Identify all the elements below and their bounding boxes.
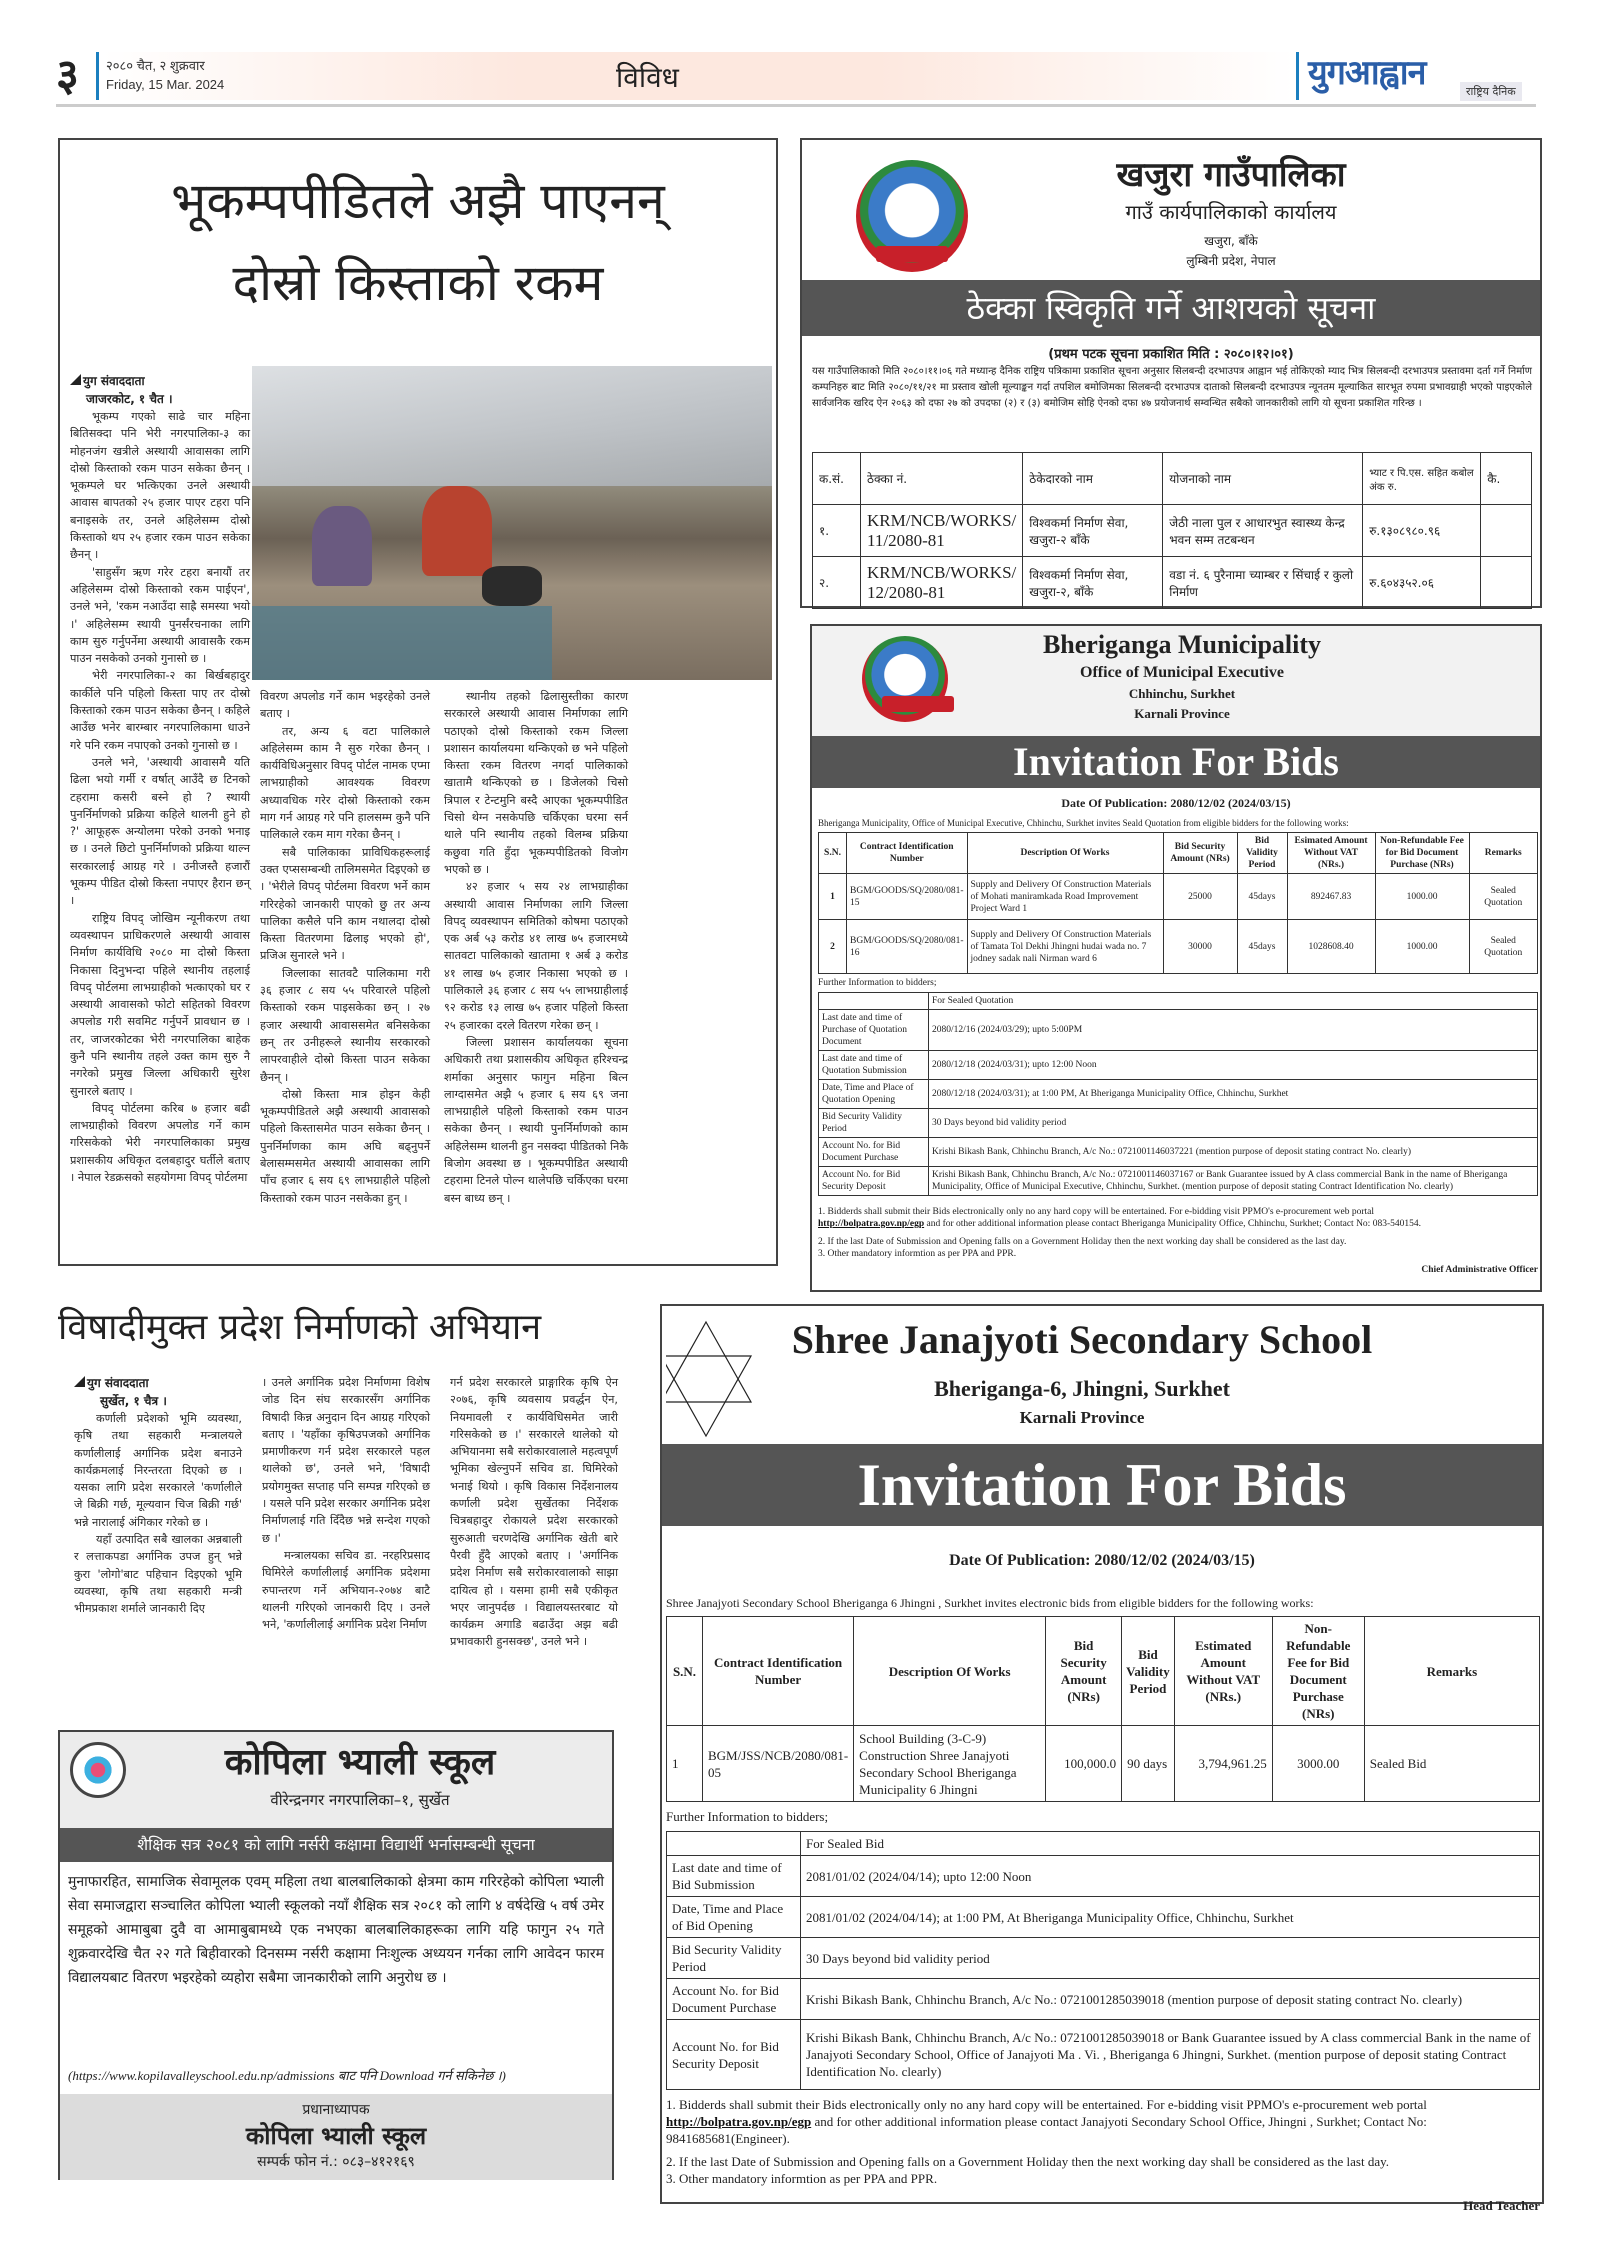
bid-table <box>666 1616 1540 2214</box>
column-header: ठेक्का नं. <box>861 453 1023 505</box>
paragraph: कर्णाली प्रदेशको भूमि व्यवस्था, कृषि तथा सहकारी मन्त्रालयले कर्णालीलाई अर्गानिक प्रदेश बनाउने कार्यक्रमलाई निरन्तरता दिएको छ । यसका लागि प्रदेश सरकारले 'कर्णालीले जे बिक्री गर्छ, मूल्यवान चिज बिक्री गर्छ' भन्ने नारालाई अंगिकार गरेको छ । <box>74 1412 242 1529</box>
notice-location: Bheriganga-6, Jhingni, Surkhet <box>934 1376 1230 1401</box>
contract-table <box>812 452 1532 609</box>
byline-triangle-icon <box>70 374 81 385</box>
byline-triangle-icon <box>74 1376 85 1387</box>
info-row <box>819 1138 1538 1167</box>
janajyoti-notice <box>660 1304 1544 2213</box>
table-header-row <box>819 833 1538 874</box>
note-1 <box>666 2096 1540 2147</box>
info-row <box>819 1109 1538 1138</box>
earthquake-photo <box>252 366 772 680</box>
info-row <box>819 993 1538 1010</box>
bid-table <box>818 832 1538 1276</box>
article-earthquake <box>58 138 778 1266</box>
table-row <box>819 874 1538 920</box>
cell <box>1481 557 1532 609</box>
info-value: 30 Days beyond bid validity period <box>929 1109 1538 1138</box>
column-header: Contract Identification Number <box>703 1617 854 1726</box>
cell: Sealed Quotation <box>1469 920 1538 974</box>
cell: Sealed Quotation <box>1469 874 1538 920</box>
masthead <box>56 52 1536 100</box>
notice-province: लुम्बिनी प्रदेश, नेपाल <box>1186 254 1276 268</box>
photo-pot <box>482 566 542 606</box>
cell: 1 <box>667 1726 703 1802</box>
further-info-table <box>666 1831 1540 2090</box>
column-header: Contract Identification Number <box>847 833 968 874</box>
article-column-1 <box>70 372 250 1186</box>
info-value: 2081/01/02 (2024/04/14); at 1:00 PM, At Bheriganga Municipality Office, Chhinchu, Surkhet <box>801 1897 1540 1938</box>
download-note[interactable]: (https://www.kopilavalleyschool.edu.np/admissions बाट पनि Download गर्न सकिनेछ ।) <box>68 2068 506 2083</box>
notice-province: Karnali Province <box>1134 706 1230 721</box>
article-column-3 <box>444 688 628 1207</box>
column-header: Bid Security Amount (NRs) <box>1163 833 1237 874</box>
dateline: सुर्खेत, १ चैत्र । <box>100 1394 167 1408</box>
column-header: Remarks <box>1469 833 1538 874</box>
cell: 1 <box>819 874 847 920</box>
column-header: Estimated Amount Without VAT (NRs.) <box>1174 1617 1272 1726</box>
column-header: क.सं. <box>813 453 861 505</box>
column-header: S.N. <box>667 1617 703 1726</box>
info-label: Account No. for Bid Security Deposit <box>819 1167 929 1196</box>
paragraph: स्थानीय तहको ढिलासुस्तीका कारण सरकारले अस्थायी आवास निर्माणका लागि पठाएको दोस्रो किस्ताको रकम जिल्ला प्रशासन कार्यालयमा थन्किएको छ भने पहिलो किस्ता रकम वितरण नगर्दा पालिकाको खातामै थन्किएको छ । डिजेलको चिसो त्रिपाल र टेन्टमुनि बस्दै आएका भूकम्पपीडित चिसो थेग्न नसकेपछि चर्किएका घरमा सर्न थाले पनि स्थानीय तहको विलम्ब प्रक्रिया कछुवा गति हुँदा भूकम्पपीडितको विजोग भएको छ । <box>444 690 628 876</box>
notice-banner: शैक्षिक सत्र २०८१ को लागि नर्सरी कक्षामा विद्यार्थी भर्नासम्बन्धी सूचना <box>60 1828 612 1862</box>
byline-text: युग संवाददाता <box>83 374 145 388</box>
note-3: 3. Other mandatory informtion as per PPA and PPR. <box>666 2171 938 2186</box>
paragraph: भेरी नगरपालिका-२ का बिर्खबहादुर कार्कीले पनि पहिलो किस्ता पाए तर दोस्रो किस्ताको रकम पाउन सकेका छैनन् । कहिले आउँछ भनेर बारम्बार नगरपालिकामा धाउने गरे पनि रकम नपाएको उनको गुनासो छ । <box>70 669 250 752</box>
cell: School Building (3-C-9) Construction Shree Janajyoti Secondary School Bheriganga Municipality 6 Jhingni <box>854 1726 1046 1802</box>
notice-intro: Shree Janajyoti Secondary School Bheriganga 6 Jhingni , Surkhet invites electronic bids from eligible bidders for the following works: <box>666 1596 1314 1610</box>
column-text <box>74 1410 242 1618</box>
paragraph: तर, अन्य ६ वटा पालिकाले अहिलेसम्म काम नै सुरु गरेका छैनन् । कार्यविधिअनुसार विपद् पोर्टल नामक एप्मा लाभग्राहीको आवश्यक विवरण अध्यावधिक गरेर दोस्रो किस्ताको रकम माग गर्न आग्रह गरे पनि हालसम्म कुनै पनि पालिकाले रकम माग गरेका छैनन् । <box>260 724 430 842</box>
paper-tagline: राष्ट्रिय दैनिक <box>1460 82 1522 101</box>
section-title: विविध <box>616 61 679 94</box>
photo-person <box>312 506 372 586</box>
photo-person <box>422 486 492 576</box>
cell: २. <box>813 557 861 609</box>
cell: 45days <box>1237 920 1287 974</box>
notice-banner: ठेक्का स्विकृति गर्ने आशयको सूचना <box>802 280 1540 336</box>
masthead-dates <box>106 56 224 94</box>
column-header: ठेकेदारको नाम <box>1023 453 1163 505</box>
bolpatra-link[interactable]: http://bolpatra.gov.np/egp <box>666 2114 812 2129</box>
cell: 2 <box>819 920 847 974</box>
byline-text: युग संवाददाता <box>87 1376 149 1390</box>
notice-intro: Bheriganga Municipality, Office of Municipal Executive, Chhinchu, Surkhet invites Seald Quotation from eligible bidders for the following works: <box>818 818 1349 828</box>
divider <box>96 52 99 100</box>
cell: BGM/GOODS/SQ/2080/081-16 <box>847 920 968 974</box>
paragraph: यहाँ उत्पादित सबै खालका अन्नबाली र लत्ताकपडा अर्गानिक उपज हुन् भन्ने कुरा 'लोगो'बाट पहिचान दिइएको भूमि व्यवस्था, कृषि तथा सहकारी मन्त्री भीमप्रकाश शर्माले जानकारी दिए <box>74 1533 242 1616</box>
article-headline <box>60 160 776 324</box>
paper-logo: युगआह्वान <box>1308 53 1426 93</box>
signatory-org: कोपिला भ्याली स्कूल <box>245 2122 427 2150</box>
notice-org-name: खजुरा गाउँपालिका <box>1116 155 1346 195</box>
column-header: कै. <box>1481 453 1532 505</box>
divider <box>1296 52 1299 100</box>
info-value: Krishi Bikash Bank, Chhinchu Branch, A/c No.: 0721001285039018 (mention purpose of deposit stating contract No. clearly) <box>801 1979 1540 2020</box>
info-row <box>667 1897 1540 1938</box>
info-label <box>819 993 929 1010</box>
info-row <box>667 1979 1540 2020</box>
khajura-notice <box>800 138 1542 608</box>
masthead-band <box>102 52 1296 100</box>
info-value: For Sealed Quotation <box>929 993 1538 1010</box>
note-2: 2. If the last Date of Submission and Opening falls on a Government Holiday then the next working day shall be considered as the last day. <box>666 2154 1390 2169</box>
info-label: Account No. for Bid Document Purchase <box>819 1138 929 1167</box>
notice-banner: Invitation For Bids <box>662 1444 1542 1526</box>
article-organic <box>58 1300 658 1649</box>
info-label: Bid Security Validity Period <box>667 1938 801 1979</box>
column-header: Bid Security Amount (NRs) <box>1046 1617 1122 1726</box>
paragraph: भूकम्प गएको साढे चार महिना बितिसक्दा पनि भेरी नगरपालिका-३ का मोहनजंग खत्रीले अस्थायी आवासका लागि दोस्रो किस्ताको रकम पाउन सकेका छैनन् । भूकम्पले घर भत्किएका उनले अस्थायी आवास बापतको २५ हजार पाएर टहरा पनि बनाइसके तर, उनले अहिलेसम्म दोस्रो किस्ताको थप २५ हजार रकम पाउन सकेका छैनन् । <box>70 410 250 562</box>
notice-org-name: Shree Janajyoti Secondary School <box>791 1317 1373 1362</box>
headline-line-2: दोस्रो किस्ताको रकम <box>232 254 604 312</box>
bolpatra-link[interactable]: http://bolpatra.gov.np/egp <box>818 1219 925 1229</box>
cell: वडा नं. ६ पुरैनामा च्याम्बर र सिंचाई र कुलो निर्माण <box>1163 557 1363 609</box>
notice-location: वीरेन्द्रनगर नगरपालिका–१, सुर्खेत <box>270 1791 450 1809</box>
column-header: Esimated Amount Without VAT (NRs.) <box>1287 833 1375 874</box>
kopila-notice <box>58 1730 614 2180</box>
article-column-1 <box>74 1374 242 1618</box>
note-text: 1. Bidderds shall submit their Bids electronically only no any hard copy will be entertained. For e-bidding visit PPMO's e-procurement web portal <box>666 2097 1427 2112</box>
info-value: For Sealed Bid <box>801 1832 1540 1856</box>
note-text: 1. Bidderds shall submit their Bids electronically only no any hard copy will be entertained. For e-bidding visit PPMO's e-procurement web portal <box>818 1207 1375 1217</box>
article-headline: विषादीमुक्त प्रदेश निर्माणको अभियान <box>58 1307 542 1348</box>
info-label: Date, Time and Place of Quotation Opening <box>819 1080 929 1109</box>
column-header: Non-Refundable Fee for Bid Document Purchase (NRs) <box>1272 1617 1364 1726</box>
cell: 3000.00 <box>1272 1726 1364 1802</box>
notice-org-name: Bheriganga Municipality <box>1042 630 1322 659</box>
paragraph: । उनले अर्गानिक प्रदेश निर्माणमा विशेष जोड दिन संघ सरकारसँग अर्गानिक विषादी किन्न अनुदान दिन आग्रह गरिएको बताए । 'यहाँका कृषिउपजको अर्गानिक प्रमाणीकरण गर्न प्रदेश सरकारले पहल थालेको छ', उनले भने, 'विषादी प्रयोगमुक्त सप्ताह पनि सम्पन्न गरिएको छ । यसले पनि प्रदेश सरकार अर्गानिक प्रदेश निर्माणलाई गति दिँदैछ भन्ने सन्देश गएको छ ।' <box>262 1376 430 1545</box>
notice-body: मुनाफारहित, सामाजिक सेवामूलक एवम् महिला तथा बालबालिकाको क्षेत्रमा काम गरिरहेको कोपिला भ्याली सेवा समाजद्वारा सञ्चालित कोपिला भ्याली स्कूलको नयाँ शैक्षिक सत्र २०८१ को लागि ४ वर्षदेखि ५ वर्ष उमेर समूहको आमाबुबा दुवै वा आमाबुबामध्ये एक नभएका बालबालिकाहरूका लागि यहि फागुन २५ गते शुक्रवारदेखि चैत २२ गते बिहीवारको दिनसम्म नर्सरी कक्षामा निःशुल्क अध्ययन गर्नका लागि आवेदन फारम विद्यालयबाट वितरण भइरहेको व्यहोरा सबैमा जानकारीको लागि अनुरोध छ । <box>68 1874 604 1986</box>
signatory: Chief Administrative Officer <box>1421 1265 1538 1275</box>
further-info-label: Further Information to bidders; <box>666 1809 829 1824</box>
article-column-2 <box>260 688 430 1207</box>
notice-location: Chhinchu, Surkhet <box>1128 686 1236 701</box>
notice-office: Office of Municipal Executive <box>1080 664 1284 681</box>
further-info-table <box>818 992 1538 1196</box>
cell: Supply and Delivery Of Construction Materials of Mohati maniramkada Road Improvement Project Ward 1 <box>967 874 1163 920</box>
column-header: Bid Validity Period <box>1122 1617 1175 1726</box>
column-text <box>70 408 250 1186</box>
info-label: Account No. for Bid Security Deposit <box>667 2020 801 2090</box>
byline <box>70 372 250 390</box>
paragraph: ४२ हजार ५ सय २४ लाभग्राहीका अस्थायी आवास निर्माणका लागि जिल्ला विपद् व्यवस्थापन समितिको कोषमा पठाएको एक अर्ब ५३ करोड ४१ लाख ७५ हजारमध्ये सातवटा पालिकाको खातामा १ अर्ब ३ करोड ४१ लाख ७५ हजार निकासा भएको छ । पालिकाले ३६ हजार ८ सय ५५ लाभग्राहीलाई ९२ करोड १३ लाख ७५ हजार पहिलो किस्ता २५ हजारका दरले वितरण गरेका छन् । <box>444 880 628 1032</box>
info-value: Krishi Bikash Bank, Chhinchu Branch, A/c No.: 0721001146037167 or Bank Guarantee issued by A class commercial Bank in the name of Bheriganga Municipality, Office of Municipal Executive, Chhinchu, Surkhet. (mention purpose of deposit stating Contract Identification No. clearly) <box>929 1167 1538 1196</box>
column-header: Bid Validity Period <box>1237 833 1287 874</box>
cell: 1028608.40 <box>1287 920 1375 974</box>
cell: 45days <box>1237 874 1287 920</box>
signatory: Head Teacher <box>1463 2198 1540 2213</box>
date-english: Friday, 15 Mar. 2024 <box>106 77 225 92</box>
cell: 1000.00 <box>1375 920 1469 974</box>
column-header: S.N. <box>819 833 847 874</box>
info-label: Account No. for Bid Document Purchase <box>667 1979 801 2020</box>
cell: Supply and Delivery Of Construction Materials of Tamata Tol Dekhi Jhingni hudai wada no. 7 jodney sadak nali Nirman ward 6 <box>967 920 1163 974</box>
info-value: 30 Days beyond bid validity period <box>801 1938 1540 1979</box>
photo-tarp <box>252 366 772 486</box>
signatory-title: प्रधानाध्यापक <box>302 2102 370 2118</box>
cell: BGM/GOODS/SQ/2080/081-15 <box>847 874 968 920</box>
masthead-rule <box>56 104 1536 107</box>
info-row <box>667 1938 1540 1979</box>
cell: 30000 <box>1163 920 1237 974</box>
info-value: Krishi Bikash Bank, Chhinchu Branch, A/c No.: 0721001146037221 (mention purpose of deposit stating contract No. clearly) <box>929 1138 1538 1167</box>
notice-province: Karnali Province <box>1019 1408 1145 1427</box>
publication-date: Date Of Publication: 2080/12/02 (2024/03/15) <box>1061 796 1291 810</box>
cell: 3,794,961.25 <box>1174 1726 1272 1802</box>
paragraph: 'साहुसँग ऋण गरेर टहरा बनायौं तर अहिलेसम्म दोस्रो किस्ताको रकम पाईएन', उनले भने, 'रकम नआउँदा साह्रै समस्या भयो ।' अहिलेसम्म स्थायी पुनर्संरचनाका लागि काम सुरु गर्नुपर्नेमा अस्थायी आवासकै रकम पाउन नसकेको उनको गुनासो छ । <box>70 565 250 666</box>
photo-mat <box>252 606 552 680</box>
info-label: Date, Time and Place of Bid Opening <box>667 1897 801 1938</box>
page-number: ३ <box>56 50 79 101</box>
info-row <box>819 1051 1538 1080</box>
cell: जेठी नाला पुल र आधारभुत स्वास्थ्य केन्द्र भवन सम्म तटबन्धन <box>1163 505 1363 557</box>
note-text: and for other additional information please contact Bheriganga Municipality Office, Chhinchu, Surkhet; Contact No: 083-540154. <box>926 1219 1421 1229</box>
info-row <box>667 1856 1540 1897</box>
table-row <box>667 1726 1540 1802</box>
cell: रु.१३०८९८०.९६ <box>1363 505 1481 557</box>
cell <box>1481 505 1532 557</box>
column-header: Non-Refundable Fee for Bid Document Purchase (NRs) <box>1375 833 1469 874</box>
byline <box>74 1374 242 1392</box>
notice-org-name: कोपिला भ्याली स्कूल <box>224 1742 496 1783</box>
cell: 1000.00 <box>1375 874 1469 920</box>
info-label: Last date and time of Quotation Submission <box>819 1051 929 1080</box>
headline-line-1: भूकम्पपीडितले अझै पाएनन् <box>171 172 665 230</box>
paragraph: दोस्रो किस्ता मात्र होइन केही भूकम्पपीडितले अझै अस्थायी आवासको पहिलो किस्तासमेत पाउन सकेका छैनन् । पुनर्निर्माणका काम अघि बढ्नुपर्ने बेलासम्मसमेत अस्थायी आवासका लागि पाँच हजार ६ सय ६९ लाभग्राहीले पहिलो किस्ताको रकम पाउन नसकेका हुन् । <box>260 1087 430 1205</box>
cell: विश्वकर्मा निर्माण सेवा, खजुरा-२, बाँके <box>1023 557 1163 609</box>
school-logo-icon <box>70 1742 126 1798</box>
notice-banner: Invitation For Bids <box>812 736 1540 788</box>
info-label: Last date and time of Bid Submission <box>667 1856 801 1897</box>
cell: KRM/NCB/WORKS/ 12/2080-81 <box>861 557 1023 609</box>
note-text: and for other additional information please contact Janajyoti Secondary School Office, Jhingni , Surkhet; Contact No: 9841685681(Engineer). <box>666 2114 1427 2146</box>
info-row <box>667 1832 1540 1856</box>
cell: BGM/JSS/NCB/2080/081-05 <box>703 1726 854 1802</box>
paragraph: सबै पालिकाका प्राविधिकहरूलाई उक्त एप्ससम्बन्धी तालिमसमेत दिइएको छ । 'भेरीले विपद् पोर्टलमा विवरण भर्ने काम गरिरहेको जानकारी पाएको छु तर अन्य पालिका कसैले पनि काम नथालदा दोस्रो किस्ता वितरणमा ढिलाइ भएको हो', प्रजिअ सुनारले भने । <box>260 845 430 963</box>
note-3: 3. Other mandatory informtion as per PPA and PPR. <box>818 1249 1017 1259</box>
paragraph: विवरण अपलोड गर्ने काम भइरहेको उनले बताए । <box>260 690 430 721</box>
paragraph: विपद् पोर्टलमा करिब ७ हजार बढी लाभग्राहीको विवरण अपलोड गर्ने काम गरिसकेको भेरी नगरपालिकाका प्रमुख प्रशासकीय अधिकृत दलबहादुर घर्तीले बताए । नेपाल रेडक्रसको सहयोगमा विपद् पोर्टलमा <box>70 1101 250 1185</box>
info-row <box>667 2020 1540 2090</box>
note-2: 2. If the last Date of Submission and Opening falls on a Government Holiday then the next working day shall be considered as the last day. <box>818 1237 1347 1247</box>
cell: १. <box>813 505 861 557</box>
paragraph: राष्ट्रिय विपद् जोखिम न्यूनीकरण तथा व्यवस्थापन प्राधिकरणले अस्थायी आवास निर्माण कार्यविधि २०८० मा दोस्रो किस्ता निकासा दिनुभन्दा पहिले स्थानीय तहलाई विपद् पोर्टलमा लाभग्राहीको भत्काएको घर र अस्थायी आवासको फोटो सहितको विवरण अपलोड गरी सवमिट गर्नुपर्ने प्रावधान छ । तर, जाजरकोटका भेरी नगरपालिका बाहेक कुनै पनि स्थानीय तहले उक्त काम सुरु नै नगरेको प्रमुख जिल्ला अधिकारी सुरेश सुनारले बताए । <box>70 911 250 1098</box>
table-header-row <box>667 1617 1540 1726</box>
table-row <box>819 920 1538 974</box>
article-column-3 <box>450 1374 618 1651</box>
cell: KRM/NCB/WORKS/ 11/2080-81 <box>861 505 1023 557</box>
date-nepali: २०८० चैत, २ शुक्रवार <box>106 58 205 73</box>
info-row <box>819 1167 1538 1196</box>
cell: विश्वकर्मा निर्माण सेवा, खजुरा-२ बाँके <box>1023 505 1163 557</box>
info-value: 2081/01/02 (2024/04/14); upto 12:00 Noon <box>801 1856 1540 1897</box>
table-header-row <box>813 453 1532 505</box>
table-row <box>813 557 1532 609</box>
info-label: Bid Security Validity Period <box>819 1109 929 1138</box>
column-header: भ्याट र पि.एस. सहित कबोल अंक रु. <box>1363 453 1481 505</box>
info-row <box>819 1010 1538 1051</box>
cell: रु.६०४३५२.०६ <box>1363 557 1481 609</box>
notice-office: गाउँ कार्यपालिकाको कार्यालय <box>1125 200 1337 224</box>
cell: Sealed Bid <box>1364 1726 1539 1802</box>
info-label <box>667 1832 801 1856</box>
info-row <box>819 1080 1538 1109</box>
paragraph: मन्त्रालयका सचिव डा. नरहरिप्रसाद घिमिरेले कर्णालीलाई अर्गानिक प्रदेशमा रुपान्तरण गर्ने अभियान-२०७४ बाटै थालनी गरिएको जानकारी दिए । उनले भने, 'कर्णालीलाई अर्गानिक प्रदेश निर्माण <box>262 1548 430 1632</box>
bheriganga-notice <box>810 624 1542 1292</box>
article-column-2 <box>262 1374 430 1633</box>
cell: 90 days <box>1122 1726 1175 1802</box>
cell: 100,000.0 <box>1046 1726 1122 1802</box>
cell: 892467.83 <box>1287 874 1375 920</box>
info-value: 2080/12/18 (2024/03/31); upto 12:00 Noon <box>929 1051 1538 1080</box>
further-info-label: Further Information to bidders; <box>818 978 937 988</box>
info-label: Last date and time of Purchase of Quotation Document <box>819 1010 929 1051</box>
paragraph: जिल्लाका सातवटै पालिकामा गरी ३६ हजार ८ सय ५५ परिवारले पहिलो किस्ताको रकम पाइसकेका छन् । २७ हजार अस्थायी आवाससमेत बनिसकेका छन् तर उनीहरूले स्थानीय सरकारको लापरवाहीले दोस्रो किस्ता पाउन सकेका छैनन् । <box>260 966 430 1084</box>
cell: 25000 <box>1163 874 1237 920</box>
paragraph: जिल्ला प्रशासन कार्यालयका सूचना अधिकारी तथा प्रशासकीय अधिकृत हरिश्चन्द्र शर्माका अनुसार फागुन महिना बित्न लाग्दासमेत अझै ५ हजार ६ सय ६९ जना लाभग्राहीले पहिलो किस्ताको रकम पाउन सकेका छैनन् । स्थायी पुनर्निर्माणको काम अहिलेसम्म थालनी हुन नसक्दा पीडितको निकै बिजोग अवस्था छ । भूकम्पपीडित अस्थायी टहरामा टिनले पोल्न थालेपछि चर्किएका घरमा बस्न बाध्य छन् । <box>444 1035 628 1205</box>
paragraph: उनले भने, 'अस्थायी आवासमै यति ढिला भयो गर्मी र वर्षात् आउँदै छ टिनको टहरामा कसरी बस्ने हो ? स्थायी पुनर्निर्माणको प्रक्रिया कहिले थालनी हुने हो ?' आफूहरू अन्योलमा परेको उनको भनाइ छ । उनले छिटो पुनर्निर्माणको प्रक्रिया थाल्न सरकारलाई आग्रह गरे । उनीजस्तै हजारौं भूकम्प पीडित दोस्रो किस्ता नपाएर हैरान छन् । <box>70 755 250 908</box>
notice-body: यस गाउँपालिकाको मिति २०८०।११।०६ गते मध्यान्ह दैनिक राष्ट्रिय पत्रिकामा प्रकाशित सूचना अनुसार सिलबन्दी दरभाउपत्र आह्वान भई तोकिएको म्याद भित्र सिलबन्दी दरभाउपत्र प्रस्तावमा दर्ता गर्ने निर्माण कम्पनिहरु बाट मिति २०८०/११/२१ मा प्रस्ताव खोली मूल्याङ्कन गर्दा तपशिल बमोजिमका सिलबन्दी दरभाउपत्र दाताको सिलबन्दी दरभाउपत्र न्यूनतम मूल्याकित सारभूत रुपमा प्रभावग्राही भएको पाइएकोले सार्वजनिक खरिद ऐन २०६३ को दफा २७ को उपदफा (२) र (३) बमोजिम सोहि ऐनको दफा ४७ प्रयोजनार्थ सम्वन्धित सबैको जानकारीको लागि यो सूचना प्रकाशित गरिन्छ । <box>812 366 1532 409</box>
column-header: Description Of Works <box>967 833 1163 874</box>
column-header: Description Of Works <box>854 1617 1046 1726</box>
note-1 <box>818 1206 1538 1230</box>
dateline: जाजरकोट, १ चैत । <box>86 392 173 406</box>
info-value: Krishi Bikash Bank, Chhinchu Branch, A/c No.: 0721001285039018 or Bank Guarantee issued by A class commercial Bank in the name of Janajyoti Secondary School, Office of Janajyoti Ma . Vi. , Bheriganga 6 Jhingni, Surkhet. (mention purpose of deposit stating Contract Identification No. clearly) <box>801 2020 1540 2090</box>
table-row <box>813 505 1532 557</box>
notice-location: खजुरा, बाँके <box>1204 234 1258 248</box>
info-value: 2080/12/18 (2024/03/31); at 1:00 PM, At Bheriganga Municipality Office, Chhinchu, Surkhet <box>929 1080 1538 1109</box>
paragraph: गर्न प्रदेश सरकारले प्राङ्गारिक कृषि ऐन २०७६, कृषि व्यवसाय प्रवर्द्धन ऐन, नियमावली र कार्यविधिसमेत जारी गरिसकेको छ ।' सरकारले थालेको यो अभियानमा सबै सरोकारवालाले महत्वपूर्ण भूमिका खेल्नुपर्ने सचिव डा. घिमिरेको भनाई थियो । कृषि विकास निर्देशनालय कर्णाली प्रदेश सुर्खेतका निर्देशक चित्रबहादुर रोकायले प्रदेश सरकारको सुरुआती चरणदेखि अर्गानिक खेती बारे पैरवी हुँदै आएको बताए । 'अर्गानिक प्रदेश निर्माण सबै सरोकारवालाको साझा दायित्व हो । यसमा हामी सबै एकीकृत भएर जानुपर्दछ । विद्यालयस्तरबाट यो कार्यक्रम अगाडि बढाउँदा अझ बढी प्रभावकारी हुनसक्छ', उनले भने । <box>450 1376 618 1649</box>
info-value: 2080/12/16 (2024/03/29); upto 5:00PM <box>929 1010 1538 1051</box>
signature-block <box>60 2094 612 2180</box>
publication-note: (प्रथम पटक सूचना प्रकाशित मिति : २०८०।१२।०१) <box>1048 347 1294 362</box>
column-header: Remarks <box>1364 1617 1539 1726</box>
contact-phone: सम्पर्क फोन नं.: ०८३–४१२१६९ <box>257 2154 415 2170</box>
publication-date: Date Of Publication: 2080/12/02 (2024/03/15) <box>949 1552 1255 1569</box>
column-header: योजनाको नाम <box>1163 453 1363 505</box>
